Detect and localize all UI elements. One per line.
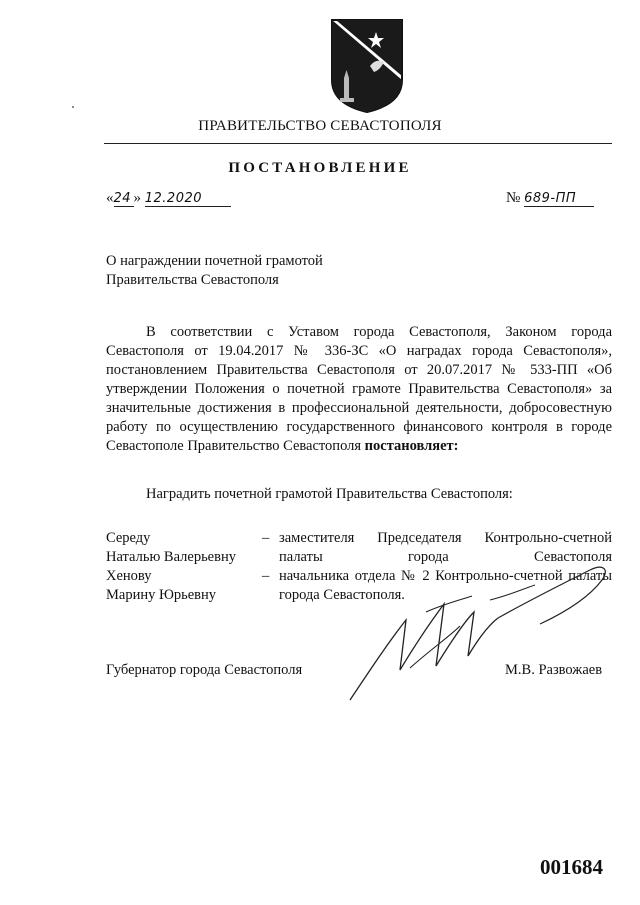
preamble-text: В соответствии с Уставом города Севастополя, Законом города Севастополя от 19.04.2017 № 336-ЗС «О наградах города Севастополя», постановлением Правительства Севастополя от 20.07.2017 № 533-ПП «Об утверждении Положения о почетной грамоте Правительства Севастополя» за значительные достижения в профессиональной деятельности, добросовестную работу по осуществлению государственного финансового контроля в городе Севастополе Правительство Севастополя	[106, 324, 612, 454]
number-sign: №	[506, 190, 521, 206]
awardee-2-position: начальника отдела № 2 Контрольно-счетной палаты города Севастополя.	[279, 568, 612, 603]
subject-line-2: Правительства Севастополя	[106, 272, 279, 288]
awardee-1-dash: –	[262, 530, 270, 546]
award-statement: Наградить почетной грамотой Правительства Севастополя:	[146, 486, 513, 502]
awardee-given-names: Марину Юрьевну	[106, 587, 217, 603]
coat-of-arms-emblem	[330, 18, 404, 114]
document-subject	[106, 252, 323, 290]
awardee-1-position: заместителя Председателя Контрольно-счетной палаты города Севастополя	[279, 530, 612, 565]
signatory-title: Губернатор города Севастополя	[106, 662, 303, 678]
subject-line-1: О награждении почетной грамотой	[106, 253, 323, 269]
signatory-name: М.В. Развожаев	[505, 662, 603, 678]
awardee-given-names: Наталью Валерьевну	[106, 549, 236, 565]
document-type-title: ПОСТАНОВЛЕНИЕ	[228, 160, 412, 176]
awardee-2-dash: –	[262, 568, 270, 584]
government-header: ПРАВИТЕЛЬСТВО СЕВАСТОПОЛЯ	[198, 118, 442, 134]
date-month-year: 12.2020	[145, 191, 231, 207]
preamble-paragraph	[106, 323, 612, 456]
awardee-surname: Середу	[106, 530, 151, 546]
awardee-1-name	[106, 529, 236, 567]
awardee-2-name	[106, 567, 216, 605]
header-divider	[104, 143, 612, 144]
handwritten-signature	[340, 560, 630, 720]
date-open-quote: «	[106, 190, 114, 206]
date-close-quote: »	[133, 190, 141, 206]
number-value: 689-ПП	[524, 191, 594, 207]
resolves-word: постановляет:	[364, 438, 459, 454]
date-day: 24	[114, 191, 134, 207]
document-date	[106, 190, 231, 207]
awardee-surname: Хенову	[106, 568, 152, 584]
document-number	[506, 190, 594, 207]
form-serial-number: 001684	[540, 855, 603, 879]
scan-speck	[72, 106, 74, 108]
